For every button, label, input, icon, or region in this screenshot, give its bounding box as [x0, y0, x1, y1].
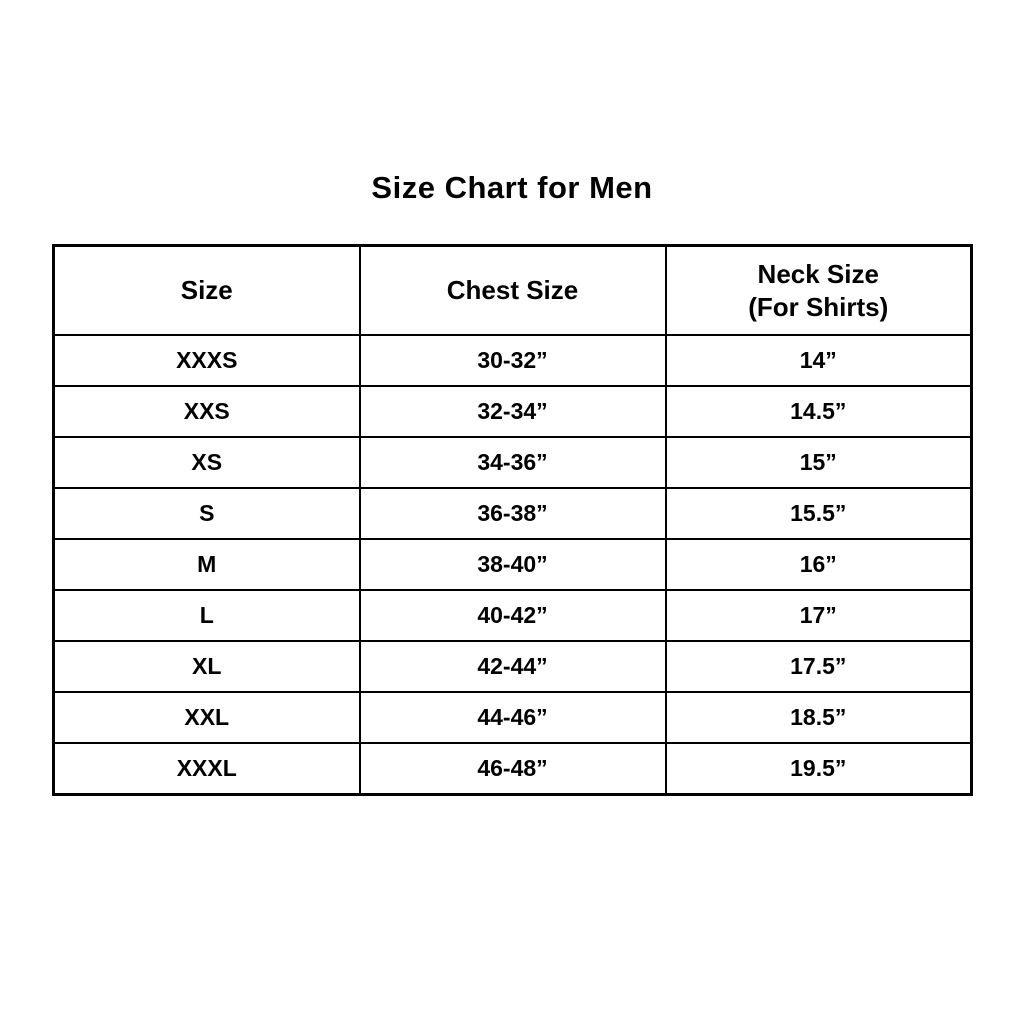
table-row	[54, 335, 972, 386]
neck-cell: 17”	[666, 590, 972, 641]
neck-cell: 18.5”	[666, 692, 972, 743]
size-cell: XXXL	[54, 743, 360, 795]
table-row	[54, 539, 972, 590]
neck-cell: 15.5”	[666, 488, 972, 539]
neck-cell: 15”	[666, 437, 972, 488]
chest-cell: 40-42”	[360, 590, 666, 641]
table-row	[54, 488, 972, 539]
size-cell: M	[54, 539, 360, 590]
table-row	[54, 590, 972, 641]
header-neck-size-line2: (For Shirts)	[748, 291, 889, 322]
header-row	[54, 246, 972, 336]
header-neck-size-line1: Neck Size	[757, 259, 879, 289]
chest-cell: 38-40”	[360, 539, 666, 590]
chest-cell: 30-32”	[360, 335, 666, 386]
header-chest-size: Chest Size	[360, 246, 666, 336]
neck-cell: 14”	[666, 335, 972, 386]
neck-cell: 14.5”	[666, 386, 972, 437]
chest-cell: 44-46”	[360, 692, 666, 743]
page-title: Size Chart for Men	[371, 170, 653, 205]
table-row	[54, 437, 972, 488]
table-body	[54, 335, 972, 795]
chest-cell: 42-44”	[360, 641, 666, 692]
chest-cell: 46-48”	[360, 743, 666, 795]
size-cell: XXXS	[54, 335, 360, 386]
neck-cell: 17.5”	[666, 641, 972, 692]
table-header	[54, 246, 972, 336]
size-cell: XXS	[54, 386, 360, 437]
size-cell: S	[54, 488, 360, 539]
header-size: Size	[54, 246, 360, 336]
size-chart-table	[52, 244, 973, 796]
chest-cell: 32-34”	[360, 386, 666, 437]
size-cell: L	[54, 590, 360, 641]
table-row	[54, 743, 972, 795]
header-neck-size	[666, 246, 972, 336]
neck-cell: 16”	[666, 539, 972, 590]
size-cell: XXL	[54, 692, 360, 743]
size-cell: XL	[54, 641, 360, 692]
table-row	[54, 692, 972, 743]
chest-cell: 34-36”	[360, 437, 666, 488]
table-row	[54, 386, 972, 437]
neck-cell: 19.5”	[666, 743, 972, 795]
chest-cell: 36-38”	[360, 488, 666, 539]
size-cell: XS	[54, 437, 360, 488]
table-row	[54, 641, 972, 692]
